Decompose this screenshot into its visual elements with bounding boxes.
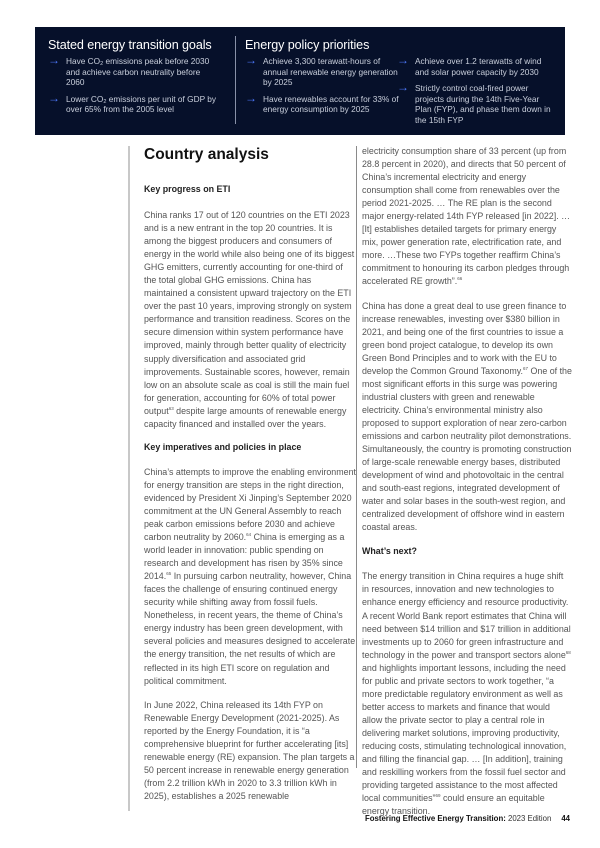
paragraph: The energy transition in China requires a huge shift in resources, innovation and new technologies to enhance energy efficiency and resource productivity. A recent World Bank report estimates that China will need between $14 trillion and $17 trillion in additional investments up to 2060 for green infrastructure and technology in the power and transport sectors alone$^{68}$ and highlights important lessons, including the need for public and private sectors to work together, “a more predictable regulatory environment as well as better access to markets and finance that would allow the private sector to play a central role in delivering market solutions, improving productivity, reducing costs, stimulating technological innovation, and filling the financial gap. … [In addition], training and reskilling workers from the fossil fuel sector and providing targeted assistance to the most affected local communities”$^{69}$ could ensure an equitable energy transition. [362,571,571,817]
policy-priorities-column-2 [397,53,557,126]
article-left-column [128,146,356,811]
priority-item: → Achieve over 1.2 terawatts of wind and solar power capacity by 2030 [397,53,542,77]
arrow-right-icon: → [48,53,60,67]
arrow-right-icon: → [397,53,409,67]
panel-divider [235,36,236,124]
page-footer [365,814,570,823]
arrow-right-icon: → [48,90,60,105]
page-number: 44 [561,814,571,823]
section-heading-imperatives: Key imperatives and policies in place [144,441,302,452]
policy-priorities-column [245,38,405,115]
paragraph: China’s attempts to improve the enabling environment for energy transition are steps in the right direction, evidenced by President Xi Jinping’s September 2020 commitment at the UN General Assembly to reach peak carbon emissions before 2030 and achieve carbon neutrality by 2060.64 China is emerging as a world leader in innovation: public spending on research and development has risen by 35% since 2014.65 In pursuing carbon neutrality, however, China faces the challenge of ensuring continued energy security while shifting away from fossil fuels. Nonetheless, in recent years, the theme of China’s energy industry has been green development, with several policies and measures designed to accelerate the energy transition, the net results of which are reflected in its high ETI score on regulation and political commitment. [144,466,356,686]
goal-item: → Lower $CO_2$ emissions per unit of GDP by over 65% from the 2005 level [48,90,217,115]
priority-item: → Achieve 3,300 terawatt-hours of annual renewable energy generation by 2025 [245,53,398,88]
policy-priorities-title: Energy policy priorities [245,38,370,52]
goal-item: → Have $CO_2$ emissions peak before 2030 and achieve carbon neutrality before 2060 [48,53,210,88]
stated-goals-column [48,38,218,115]
edition-label: 2023 Edition [505,814,552,823]
priority-item: → Have renewables account for 33% of energy consumption by 2025 [245,90,399,115]
page-title: Country analysis [144,146,269,163]
stated-goals-title: Stated energy transition goals [48,38,212,52]
section-heading-next: What’s next? [362,546,417,557]
section-heading-progress: Key progress on ETI [144,184,231,194]
paragraph: In June 2022, China released its 14th FYP on Renewable Energy Development (2021-2025). As reported by the Energy Foundation, it is “a comprehensive blueprint for further accelerating [its] renewable energy (RE) expansion. The plan targets a 50 percent increase in renewable energy generation (from 2.2 trillion kWh in 2020 to 3.3 trillion kWh in 2025), establishes a 2025 renewable [144,699,355,801]
summary-panel [35,27,565,135]
arrow-right-icon: → [245,53,257,67]
paragraph-continued: electricity consumption share of 33 percent (up from 28.8 percent in 2020), and directs that 50 percent of China’s incremental electricity and energy consumption shall come from renewables over the period 2021-2025. … The RE plan is the second major energy-related 14th FYP released [in 2022]. … [It] establishes detailed targets for primary energy mix, power generation rate, electrification rate, and more. …These two FYPs together reaffirm China’s commitment to honouring its carbon pledges through accelerated RE growth”.$^{66}$ [362,146,571,287]
paragraph: China has done a great deal to use green finance to increase renewables, investing over $380 billion in 2021, and being one of the first countries to issue a green bond project catalogue, to develop its own Green Bond Principles and to work with the EU to develop the Common Ground Taxonomy.$^{67}$ One of the most significant efforts in this surge was powering industrial clusters with green and renewable electricity. China’s environmental ministry also proposed to support exploration of near zero-carbon emissions and carbon neutrality pilot demonstrations. Simultaneously, the country is promoting construction of large-scale renewable energy bases, distributed development of wind and photovoltaic in the central and south-east regions, integrated development of water and solar bases in the south-west region, and centralized development of offshore wind in eastern coastal areas. [362,300,572,533]
publication-title: Fostering Effective Energy Transition: [365,814,506,823]
arrow-right-icon: → [245,90,257,105]
article-right-column [356,146,572,817]
paragraph: China ranks 17 out of 120 countries on the ETI 2023 and is a new entrant in the top 20 countries. It is among the biggest producers and consumers of energy in the world while also being one of its biggest GHG emitters, currently accounting for one-third of the total global GHG emissions. China has maintained a consistent upward trajectory on the ETI over the past 10 years, improving strongly on system performance and transition readiness. Scores on the secure dimension within system performance have improved, mainly through better quality of electricity supply diversification and associated grid improvements. Sustainable scores, however, remain low on an absolute scale as coal is still the main fuel for generation, accounting for 60% of total power output$^{63}$ despite large amounts of renewable energy capacity financed and installed over the years. [144,210,355,429]
priority-item: → Strictly control coal-fired power projects during the 14th Five-Year Plan (FYP), and phase them down in the 15th FYP [397,80,551,125]
arrow-right-icon: → [397,80,409,95]
